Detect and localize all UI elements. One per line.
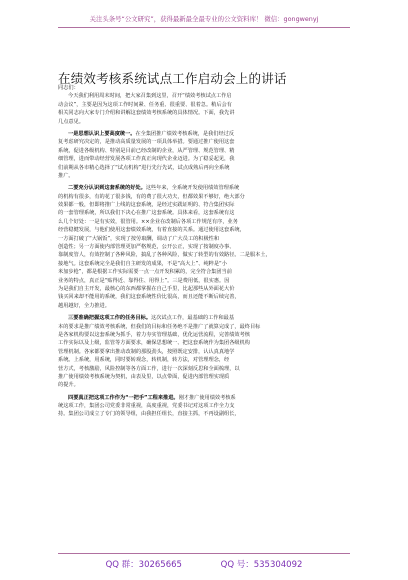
paragraph-line: 的一套管理系统，所以我们下决心在推广这套系统。具体来看，这套系统有这 [58, 210, 235, 217]
paragraph-point-4 [58, 394, 352, 419]
footer-qq-number: QQ 号：535304092 [220, 560, 303, 570]
paragraph-text: 这些年来，全系统开发使用绩效管理系统 [145, 185, 240, 192]
header-rule [58, 27, 350, 28]
paragraph-line: 业务的特点，真正是“贴得近、靠得住、用得上”。三是费用低，很实惠。因 [58, 277, 230, 284]
paragraph-line: 统这项工作，集团公司党委非常重视，高度重视，党委书记对这项工作全力支 [58, 403, 235, 410]
paragraph-line [58, 130, 352, 138]
paragraph-line: 相关同志向大家专门介绍和讲解这套绩效考核系统的具体情况。下面，我先讲 [58, 110, 235, 117]
paragraph-line: 米加步枪”，都是根据工作实际需要一点一点开发积累的，完全符合集团当前 [58, 269, 232, 276]
paragraph-line: 的机构有很多，有的花了很多钱，有的费了很大功夫，但都效果不够好，绝大部分 [58, 193, 245, 200]
paragraph-line: 持。集团公司成立了专门的领导组，由我担任组长，直接主抓，不再设副组长， [58, 411, 240, 418]
paragraph-line: 们前期从各市精心选择了“试点机构”进行先行先试，试点成熟后再向全系统 [58, 164, 230, 171]
paragraph-line: 的提升。 [58, 382, 79, 389]
paragraph-line: 本的要求是推广绩效考核系统，但我们的目标和任务绝不是推广了就算完成了，最终目标 [58, 323, 261, 330]
paragraph-point-2 [58, 184, 352, 310]
paragraph-line [58, 394, 352, 402]
point-heading: 三要准确把握这项工作的任务目标。 [68, 315, 152, 322]
paragraph-line [58, 314, 352, 322]
paragraph-line: 管理机制。各家都要拿出推动改制的那股劲头，按照既定安排，认认真真地学 [58, 348, 235, 355]
paragraph-line: 经营稳健发展，与他们使用这套绩效系统，有着直接的关系。通过使用这套系统， [58, 227, 245, 234]
paragraph-line: 推广。 [58, 172, 74, 179]
salutation: 同志们： [58, 85, 79, 91]
footer [0, 558, 408, 570]
paragraph-line: 工作实际以及上级，监管等方面要求，确保思想统一、把这套系统作为集团各级机构 [58, 340, 250, 347]
paragraph-line: 细管理，进而带动经营发展各项工作真正向现代企业迈进。为了稳妥起见，我 [58, 156, 235, 163]
paragraph-line: 复考虑研究决定的，是推动高质量发展的一项具体举措。要通过推广使用这套 [58, 139, 235, 146]
paragraph-line [58, 184, 352, 192]
paragraph-line: 么几个好处：一是有实效，很管用。××企业在改制后各项工作规范有序，业务 [58, 218, 238, 225]
paragraph-text: 这次试点工作，最基础的工作和最基 [151, 315, 235, 322]
paragraph-line: 动会议”，主要是因为这项工作时间紧、任务重、很重要、很着急。稍后会有 [58, 101, 232, 108]
paragraph-line: 钱买回来却不能用的系统，我们这套系统性价比很高，而且还能不断后续完善， [58, 294, 240, 301]
paragraph-point-1 [58, 130, 352, 180]
point-heading: 四要真正把这项工作作为“一把手”工程来推进。 [68, 394, 179, 401]
paragraph-line: 一方面打破了“大锅饭”，实现了按劳取酬，调动了广大员工的积极性和 [58, 235, 220, 242]
paragraph-line: 今天我们利用周末时间，把大家召集到这里，召开“绩效考核试点工作启 [68, 93, 232, 100]
paragraph-line: 是各家机构要以这套系统为抓手，着力夯实管理基础，优化运营流程，完善绩效考核 [58, 331, 250, 338]
paragraph-point-3 [58, 314, 352, 390]
point-heading: 二要充分认识到这套系统的好处。 [68, 185, 146, 192]
paragraph-intro [58, 92, 352, 126]
paragraph-line: 为是我们自主开发，最核心的东西都掌握在自己手里，比起那些从外面花大价 [58, 285, 235, 292]
header-banner: 关注头条号“公文研究”，获得最新最全最专业的公文资料库！ 微信：gongwenyj [89, 15, 319, 23]
paragraph-line: 效果都一般，但即将推广上线的这套系统，是经过实践证明的、符合集团实际 [58, 202, 235, 209]
footer-rule [58, 553, 350, 554]
paragraph-line: 创造性；另一方面使内部管理更加严格规范，公开公正，实现了按制度办事、 [58, 244, 235, 251]
document-body [58, 84, 352, 419]
paragraph-line: 系统。上系统，用系统，同时要转观念，转机制，转方法，对管理理念，经 [58, 357, 230, 364]
paragraph-line: 接地气。这套系统完全是我们自主研发的成果，不是“高大上”、纯粹是“小 [58, 260, 227, 267]
paragraph-text: 在全集团推广绩效考核系统，是我们经过反 [135, 130, 235, 137]
point-heading: 一是思想认识上要高度统一。 [68, 130, 136, 137]
paragraph-line: 靠制度管人，有效控制了各种风险，搞乱了各种风险，做实了转型的有效路径。二是服本土， [58, 252, 271, 259]
paragraph-line: 几点意见。 [58, 118, 84, 125]
footer-qq-group: QQ 群：30265665 [105, 560, 182, 570]
paragraph-line: 推广使用绩效考核系统为契机，由表及里，以点带面，促进内部管理实现质 [58, 373, 230, 380]
paragraph-line: 越用越好，全力推进。 [58, 302, 110, 309]
paragraph-line: 营方式，考核激励，风险控制等各方面工作，进行一次深刻反思和全面梳理，以 [58, 365, 240, 372]
document-title: 在绩效考核系统试点工作启动会上的讲话 [58, 71, 287, 87]
paragraph-line: 系统，促进各级机构、特别是目前已经改制的企业，从严管理、规范管理、精 [58, 147, 235, 154]
paragraph-text: 刚才推广使用绩效考核系 [178, 394, 236, 401]
